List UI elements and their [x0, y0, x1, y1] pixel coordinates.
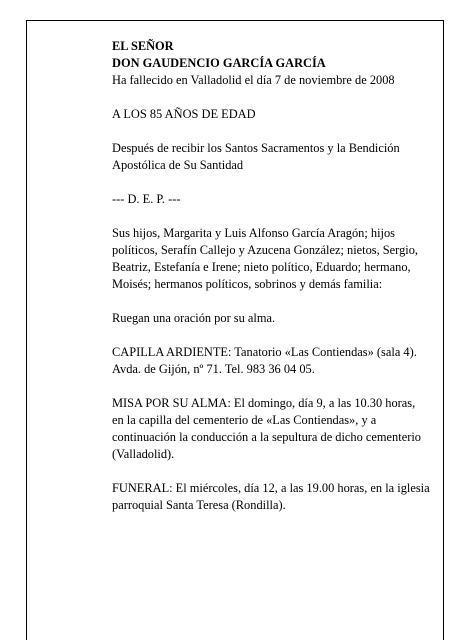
age-line: A LOS 85 AÑOS DE EDAD — [112, 107, 256, 121]
deceased-name: DON GAUDENCIO GARCÍA GARCÍA — [112, 56, 326, 70]
prayer-line: Ruegan una oración por su alma. — [112, 311, 276, 325]
deceased-title: EL SEÑOR — [112, 39, 174, 53]
sacraments-paragraph: Después de recibir los Santos Sacramentos y la Bendición Apostólica de Su Santidad — [112, 141, 400, 172]
rip-line: --- D. E. P. --- — [112, 192, 181, 206]
mass-paragraph: MISA POR SU ALMA: El domingo, día 9, a las 10.30 horas, en la capilla del cementerio de «Las Contiendas», y a continuación la conducción a la sepultura de dicho cementerio (Valladolid). — [112, 396, 421, 461]
heading-block — [112, 38, 430, 89]
obituary-notice — [112, 38, 430, 531]
chapel-paragraph: CAPILLA ARDIENTE: Tanatorio «Las Contiendas» (sala 4). Avda. de Gijón, nº 71. Tel. 983 36 04 05. — [112, 345, 417, 376]
death-statement: Ha fallecido en Valladolid el día 7 de noviembre de 2008 — [112, 73, 395, 87]
family-paragraph: Sus hijos, Margarita y Luis Alfonso García Aragón; hijos políticos, Serafín Callejo y Azucena González; nietos, Sergio, Beatriz, Estefanía e Irene; nieto político, Eduardo; hermano, Moisés; hermanos políticos, sobrinos y demás familia: — [112, 226, 419, 291]
funeral-paragraph: FUNERAL: El miércoles, día 12, a las 19.00 horas, en la iglesia parroquial Santa Teresa (Rondilla). — [112, 481, 430, 512]
